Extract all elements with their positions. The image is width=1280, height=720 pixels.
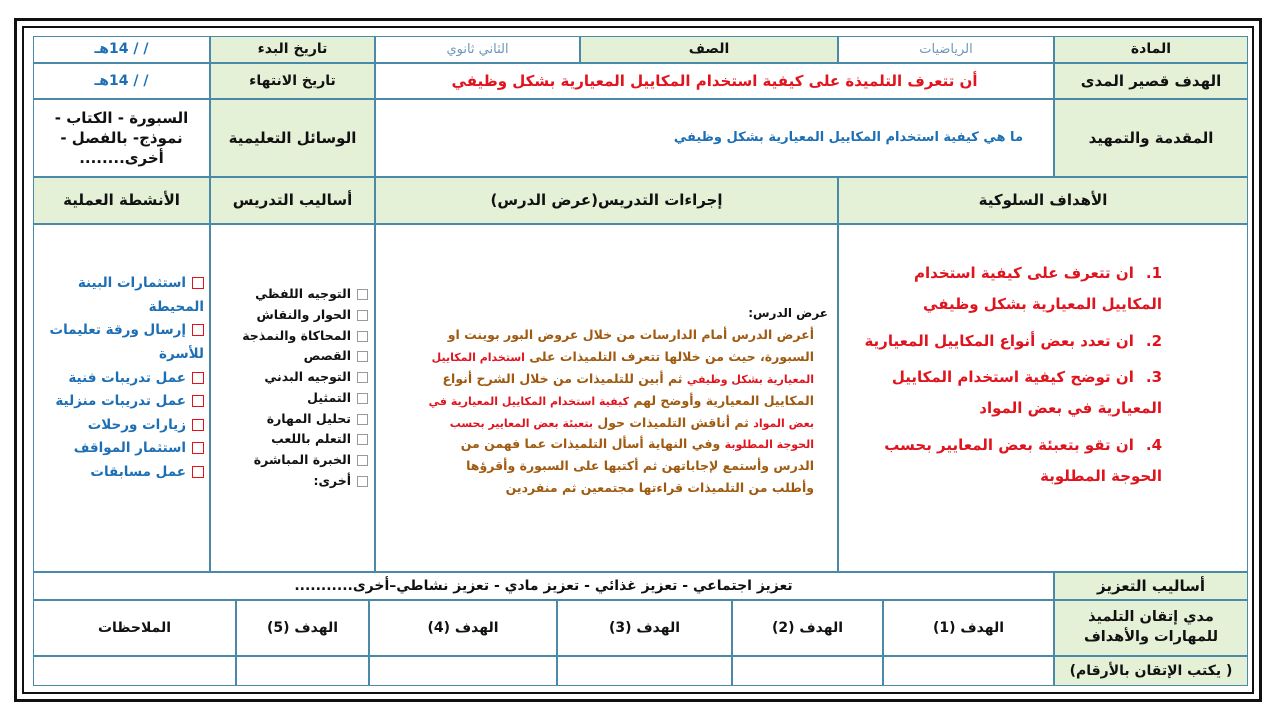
- goal-2-score[interactable]: [732, 656, 883, 686]
- procedures-heading: عرض الدرس:: [748, 306, 828, 320]
- checkbox-icon[interactable]: [357, 289, 368, 300]
- grade-value: الثاني ثانوي: [375, 36, 580, 63]
- methods-header: أساليب التدريس: [210, 177, 375, 224]
- objectives-header: الأهداف السلوكية: [838, 177, 1248, 224]
- objective-item: 4.ان تقو بتعبئة بعض المعايير بحسب الحوجة المطلوبة: [884, 435, 1162, 485]
- activities-list: [44, 272, 204, 485]
- checkbox-icon[interactable]: [357, 393, 368, 404]
- reinforcement-value: تعزيز اجتماعي - تعزيز غذائي - تعزيز مادي - تعزيز نشاطي–أخرى...........: [33, 572, 1054, 600]
- goal-1-header: الهدف (1): [883, 600, 1054, 656]
- activity-item[interactable]: استثمارات البينة المحيطة: [77, 275, 204, 315]
- aids-value: السبورة - الكتاب - نموذج- بالفصل - أخرى........: [33, 99, 210, 177]
- objective-item: 1.ان تتعرف على كيفية استخدام المكاييل المعيارية بشكل وظيفي: [914, 264, 1162, 313]
- checkbox-icon[interactable]: [192, 395, 204, 407]
- intro-label: المقدمة والتمهيد: [1054, 99, 1248, 177]
- methods-list: [220, 284, 368, 492]
- activity-item[interactable]: عمل تدريبات فنية: [44, 367, 204, 391]
- method-item[interactable]: التوجيه اللفظي: [220, 284, 368, 305]
- activity-item[interactable]: زيارات ورحلات: [44, 414, 204, 438]
- checkbox-icon[interactable]: [192, 372, 204, 384]
- end-date-value: / / 14هـ: [33, 63, 210, 99]
- goal-3-header: الهدف (3): [557, 600, 732, 656]
- objectives-list: [850, 258, 1162, 497]
- checkbox-icon[interactable]: [192, 466, 204, 478]
- mastery-label: مدي إتقان التلميذ للمهارات والأهداف: [1054, 600, 1248, 656]
- checkbox-icon[interactable]: [192, 442, 204, 454]
- method-item[interactable]: تحليل المهارة: [220, 409, 368, 430]
- start-date-value: / / 14هـ: [33, 36, 210, 63]
- method-item[interactable]: التمثيل: [220, 388, 368, 409]
- aids-label: الوسائل التعليمية: [210, 99, 375, 177]
- end-date-label: تاريخ الانتهاء: [210, 63, 375, 99]
- grade-label: الصف: [580, 36, 838, 63]
- checkbox-icon[interactable]: [192, 419, 204, 431]
- goal-5-header: الهدف (5): [236, 600, 369, 656]
- method-item[interactable]: الخبرة المباشرة: [220, 450, 368, 471]
- objective-item: 2.ان تعدد بعض أنواع المكاييل المعيارية: [864, 331, 1162, 350]
- checkbox-icon[interactable]: [357, 310, 368, 321]
- goal-3-score[interactable]: [557, 656, 732, 686]
- activity-item[interactable]: عمل تدريبات منزلية: [44, 390, 204, 414]
- procedures-header: إجراءات التدريس(عرض الدرس): [375, 177, 838, 224]
- checkbox-icon[interactable]: [357, 455, 368, 466]
- procedures-content: [386, 306, 828, 499]
- method-item[interactable]: التوجيه البدني: [220, 367, 368, 388]
- checkbox-icon[interactable]: [192, 277, 204, 289]
- goal-5-score[interactable]: [236, 656, 369, 686]
- method-item[interactable]: المحاكاة والنمذجة: [220, 326, 368, 347]
- method-item[interactable]: الحوار والنقاش: [220, 305, 368, 326]
- checkbox-icon[interactable]: [357, 351, 368, 362]
- method-item[interactable]: التعلم باللعب: [220, 429, 368, 450]
- goal-2-header: الهدف (2): [732, 600, 883, 656]
- mastery-footer: ( يكتب الإتقان بالأرقام): [1054, 656, 1248, 686]
- procedures-text: أعرض الدرس أمام الدارسات من خلال عروض البور بوينت او السبورة، حيث من خلالها تتعرف التلميذات على استخدام المكاييل المعيارية بشكل وظيفي ثم أبين للتلميذات من خلال الشرح أنواع المكاييل المعيارية وأوضح لهم كيفية استخدام المكاييل المعيارية في بعض المواد ثم أناقش التلميذات حول بتعبئة بعض المعايير بحسب الحوجة المطلوبة وفي النهاية أسأل التلميذات عما فهمن من الدرس وأستمع لإجاباتهن ثم أكتبها على السبورة وأقرؤها وأطلب من التلميذات قراءتها مجتمعين ثم منفردين: [428, 327, 814, 496]
- goal-1-score[interactable]: [883, 656, 1054, 686]
- checkbox-icon[interactable]: [357, 434, 368, 445]
- subject-label: المادة: [1054, 36, 1248, 63]
- goal-4-header: الهدف (4): [369, 600, 557, 656]
- activities-header: الأنشطة العملية: [33, 177, 210, 224]
- goal-4-score[interactable]: [369, 656, 557, 686]
- short-goal-value: أن تتعرف التلميذة على كيفية استخدام المكاييل المعيارية بشكل وظيفي: [375, 63, 1054, 99]
- checkbox-icon[interactable]: [192, 324, 204, 336]
- objective-item: 3.ان توضح كيفية استخدام المكاييل المعيارية في بعض المواد: [891, 368, 1162, 417]
- intro-value: ما هي كيفية استخدام المكاييل المعيارية بشكل وظيفي: [375, 99, 1054, 177]
- start-date-label: تاريخ البدء: [210, 36, 375, 63]
- activity-item[interactable]: إرسال ورقة تعليمات للأسرة: [49, 322, 204, 362]
- activity-item[interactable]: عمل مسابقات: [44, 461, 204, 485]
- subject-value: الرياضيات: [838, 36, 1054, 63]
- reinforcement-label: أساليب التعزيز: [1054, 572, 1248, 600]
- notes-value[interactable]: [33, 656, 236, 686]
- method-item[interactable]: أخرى:: [220, 471, 368, 492]
- activity-item[interactable]: استثمار المواقف: [44, 437, 204, 461]
- checkbox-icon[interactable]: [357, 372, 368, 383]
- checkbox-icon[interactable]: [357, 331, 368, 342]
- notes-header: الملاحظات: [33, 600, 236, 656]
- method-item[interactable]: القصص: [220, 346, 368, 367]
- checkbox-icon[interactable]: [357, 476, 368, 487]
- checkbox-icon[interactable]: [357, 414, 368, 425]
- short-goal-label: الهدف قصير المدى: [1054, 63, 1248, 99]
